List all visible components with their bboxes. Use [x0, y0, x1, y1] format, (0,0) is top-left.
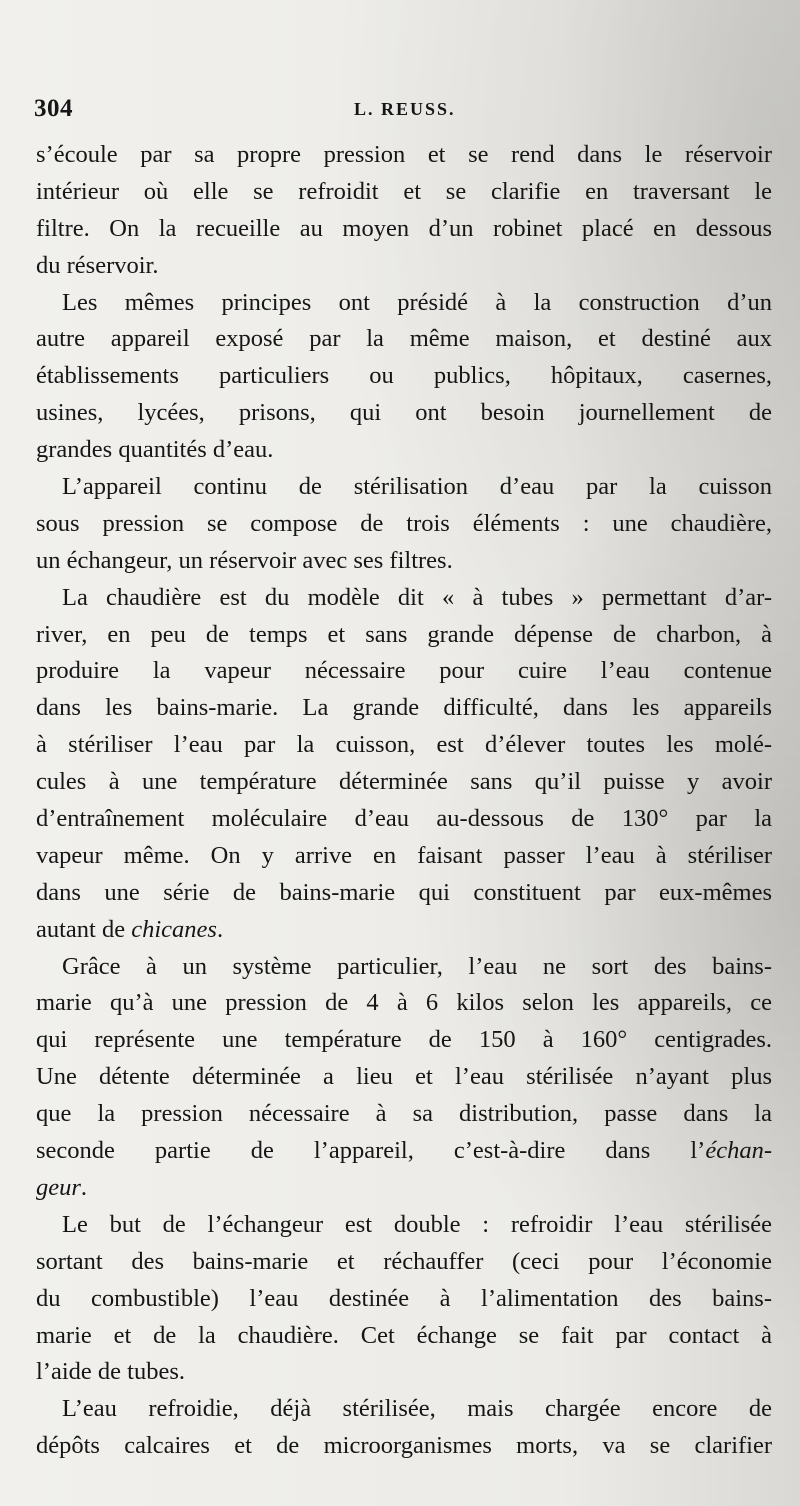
- text-line: Le but de l’échangeur est double : refroidir l’eau stérilisée: [62, 1210, 772, 1238]
- text-line: grandes quantités d’eau.: [36, 436, 274, 464]
- page-header: [34, 95, 770, 129]
- running-head: L. REUSS.: [354, 99, 456, 119]
- text-line: du combustible) l’eau destinée à l’alimentation des bains-: [36, 1284, 772, 1312]
- text-line: du réservoir.: [36, 251, 159, 279]
- text-line: s’écoule par sa propre pression et se rend dans le réservoir: [36, 141, 772, 168]
- text-line: d’entraînement moléculaire d’eau au-dessous de 130° par la: [36, 805, 772, 833]
- body-text: [36, 137, 772, 1465]
- page-number: 304: [34, 95, 73, 122]
- text-line: autre appareil exposé par la même maison, et destiné aux: [36, 325, 772, 353]
- text-fragment: .: [80, 1173, 88, 1201]
- italic-term: chicanes: [131, 915, 217, 943]
- text-fragment: .: [216, 915, 224, 943]
- text-line: river, en peu de temps et sans grande dépense de charbon, à: [36, 620, 772, 648]
- text-line: [36, 912, 772, 949]
- text-line: sortant des bains-marie et réchauffer (ceci pour l’économie: [36, 1247, 772, 1275]
- text-line: [36, 1170, 772, 1207]
- text-line: intérieur où elle se refroidit et se clarifie en traversant le: [36, 177, 772, 205]
- text-fragment: autant de: [36, 915, 132, 943]
- text-line: Les mêmes principes ont présidé à la construction d’un: [62, 288, 772, 316]
- text-line: Grâce à un système particulier, l’eau ne sort des bains-: [62, 952, 772, 980]
- text-line: filtre. On la recueille au moyen d’un robinet placé en dessous: [36, 214, 772, 242]
- text-line: L’eau refroidie, déjà stérilisée, mais chargée encore de: [62, 1395, 772, 1423]
- italic-term: échan-: [705, 1137, 772, 1165]
- text-line: cules à une température déterminée sans qu’il puisse y avoir: [36, 768, 772, 796]
- text-line: l’aide de tubes.: [36, 1358, 185, 1386]
- text-line: dans une série de bains-marie qui constituent par eux-mêmes: [36, 878, 772, 906]
- italic-term: geur: [36, 1173, 81, 1201]
- text-line: L’appareil continu de stérilisation d’eau par la cuisson: [62, 473, 772, 501]
- text-fragment: seconde partie de l’appareil, c’est-à-dire dans l’: [36, 1137, 706, 1165]
- text-line: marie qu’à une pression de 4 à 6 kilos selon les appareils, ce: [36, 989, 772, 1017]
- text-line: marie et de la chaudière. Cet échange se fait par contact à: [36, 1321, 772, 1349]
- text-line: un échangeur, un réservoir avec ses filtres.: [36, 546, 453, 574]
- text-line: sous pression se compose de trois éléments : une chaudière,: [36, 509, 772, 537]
- text-line: à stériliser l’eau par la cuisson, est d’élever toutes les molé-: [36, 731, 772, 759]
- text-line: produire la vapeur nécessaire pour cuire l’eau contenue: [36, 657, 772, 685]
- text-line: établissements particuliers ou publics, hôpitaux, casernes,: [36, 362, 772, 390]
- text-line: dépôts calcaires et de microorganismes morts, va se clarifier: [36, 1432, 772, 1460]
- text-line: Une détente déterminée a lieu et l’eau stérilisée n’ayant plus: [36, 1063, 772, 1091]
- text-line: La chaudière est du modèle dit « à tubes » permettant d’ar-: [62, 583, 772, 611]
- text-line: dans les bains-marie. La grande difficulté, dans les appareils: [36, 694, 772, 722]
- text-line: qui représente une température de 150 à 160° centigrades.: [36, 1026, 772, 1054]
- text-line: [36, 1133, 772, 1170]
- text-line: usines, lycées, prisons, qui ont besoin journellement de: [36, 399, 772, 427]
- text-line: que la pression nécessaire à sa distribution, passe dans la: [36, 1100, 772, 1128]
- text-line: vapeur même. On y arrive en faisant passer l’eau à stériliser: [36, 841, 772, 869]
